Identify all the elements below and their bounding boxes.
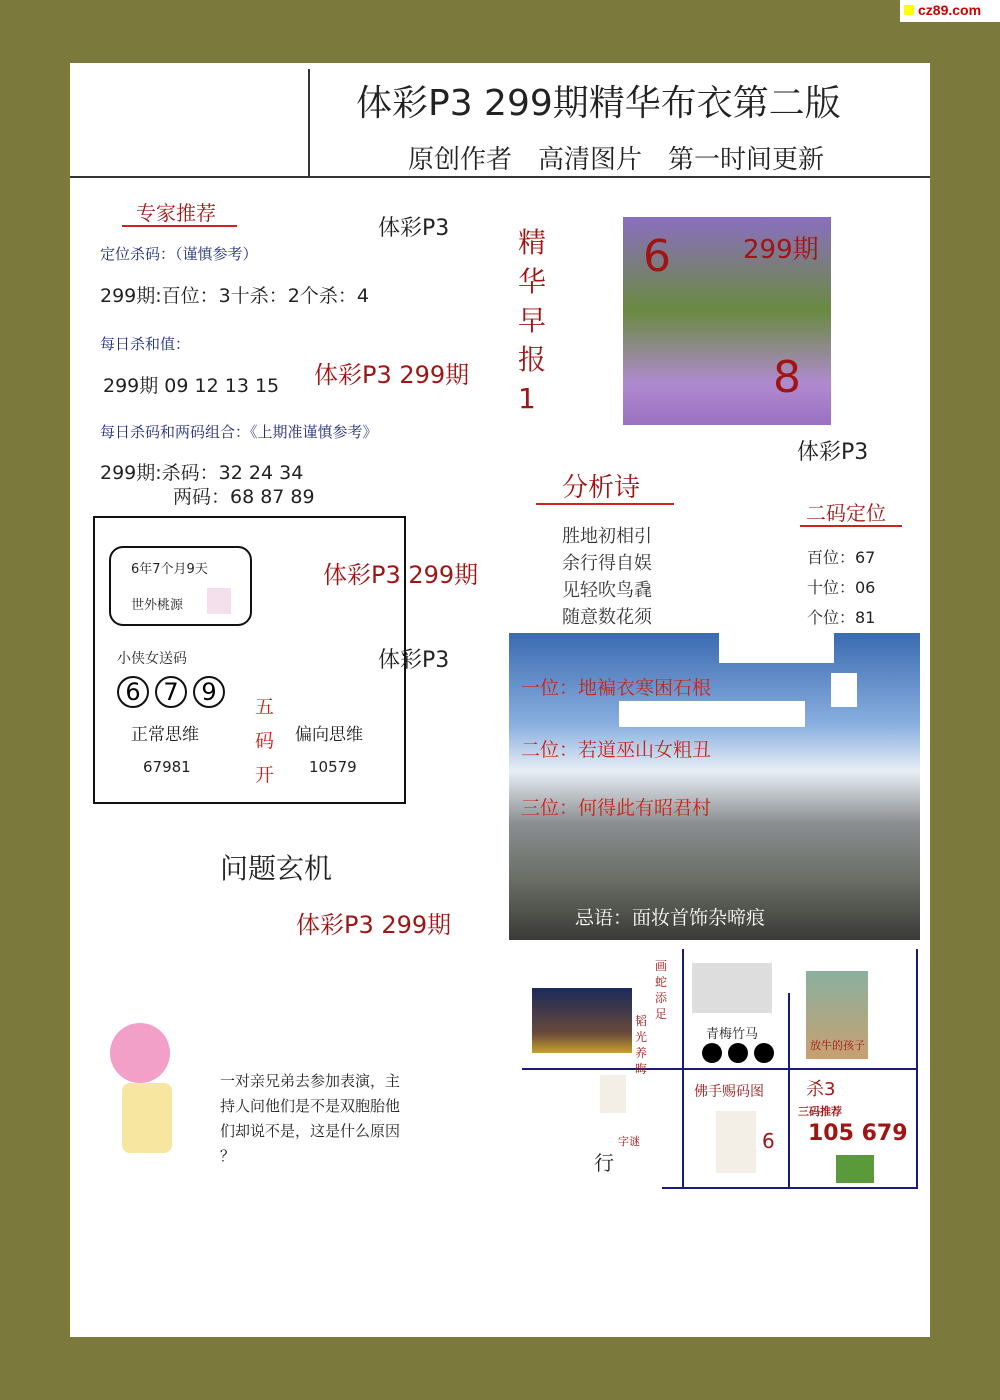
reverse-value: 10579 <box>309 758 357 776</box>
cowherd-image <box>806 971 868 1059</box>
sum-line: 299期 09 12 13 15 <box>103 375 280 397</box>
flower-number-top: 6 <box>643 231 671 282</box>
combo-label: 每日杀码和两码组合：《上期准谨慎参考》 <box>100 423 378 441</box>
cartoon-mascot <box>110 1023 170 1083</box>
three-dots <box>702 1043 780 1067</box>
daffodil-image <box>623 217 831 425</box>
idiom-label: 世外桃源 <box>131 598 184 613</box>
qingmei-label: 青梅竹马 <box>706 1027 759 1042</box>
balls: 6 7 9 <box>117 676 231 708</box>
zimi-char: 行 <box>594 1151 614 1175</box>
brand-line: 体彩P3 299期 <box>323 561 479 589</box>
stage-image <box>532 988 632 1053</box>
brand-line: 体彩P3 299期 <box>314 361 470 389</box>
brand-line: 体彩P3 299期 <box>296 911 452 939</box>
kill-line: 299期:百位：3十杀：2个杀：4 <box>100 285 369 307</box>
five-code: 五 码 开 <box>255 696 275 786</box>
morning-report: 精 华 早 报 1 <box>518 226 547 415</box>
brand-line: 体彩P3 <box>378 648 450 673</box>
riddle-title: 问题玄机 <box>220 852 333 885</box>
poem-line: 一位：地褊衣寒困石根 <box>521 677 712 699</box>
flower-period: 299期 <box>743 235 819 265</box>
poem-title: 分析诗 <box>562 473 641 503</box>
poem: 胜地初相引 余行得自娱 见轻吹鸟毳 随意数花须 <box>562 526 652 628</box>
riddle-text: 一对亲兄弟去参加表演，主 持人问他们是不是双胞胎他 们却说不是，这是什么原因 ？ <box>220 1072 401 1165</box>
tag-label: 体彩P3 <box>378 216 450 241</box>
flower-number-bottom: 8 <box>773 352 801 403</box>
sum-label: 每日杀和值： <box>100 335 191 353</box>
poem-line: 二位：若道巫山女粗丑 <box>521 739 712 761</box>
normal-value: 67981 <box>143 758 191 776</box>
xia-label: 小侠女送码 <box>117 651 187 667</box>
kill-label: 定位杀码：（谨慎参考） <box>100 245 258 263</box>
ink-painting <box>692 963 772 1013</box>
expert-title: 专家推荐 <box>136 201 216 225</box>
hand-icon <box>600 1075 626 1113</box>
tag-label: 体彩P3 <box>797 440 869 465</box>
mountain-image <box>509 633 920 940</box>
zimi-label: 字谜 <box>618 1135 640 1148</box>
three-code-label: 三码推荐 <box>798 1105 842 1118</box>
image-caption: 放牛的孩子 <box>810 1039 865 1052</box>
idiom-vertical: 韬 光 养 晦 <box>635 1014 648 1076</box>
buddha-label: 佛手赐码图 <box>694 1084 764 1100</box>
grass-image <box>836 1155 874 1183</box>
poster-sheet <box>70 63 930 1337</box>
flower-icon <box>207 588 231 614</box>
reverse-label: 偏向思维 <box>295 725 363 745</box>
header-divider <box>70 176 930 178</box>
poem-line: 三位：何得此有昭君村 <box>521 797 712 819</box>
hand-icon <box>716 1111 756 1173</box>
idiom-vertical: 画 蛇 添 足 <box>655 959 668 1021</box>
three-code-value: 105 679 <box>808 1121 908 1146</box>
days-label: 6年7个月9天 <box>131 562 208 577</box>
site-watermark: cz89.com <box>900 0 1000 22</box>
kill-label: 杀3 <box>806 1079 836 1100</box>
page-subtitle: 原创作者 高清图片 第一时间更新 <box>408 145 825 175</box>
combo-two: 两码：68 87 89 <box>173 486 315 508</box>
page-title: 体彩P3 299期精华布衣第二版 <box>356 83 841 124</box>
two-code-rows: 百位：67 十位：06 个位：81 <box>807 548 876 627</box>
normal-label: 正常思维 <box>131 725 199 745</box>
taboo-line: 忌语：面妆首饰杂啼痕 <box>575 907 766 929</box>
buddha-number: 6 <box>762 1129 775 1153</box>
two-code-title: 二码定位 <box>806 501 886 525</box>
combo-kill: 299期:杀码：32 24 34 <box>100 462 304 484</box>
